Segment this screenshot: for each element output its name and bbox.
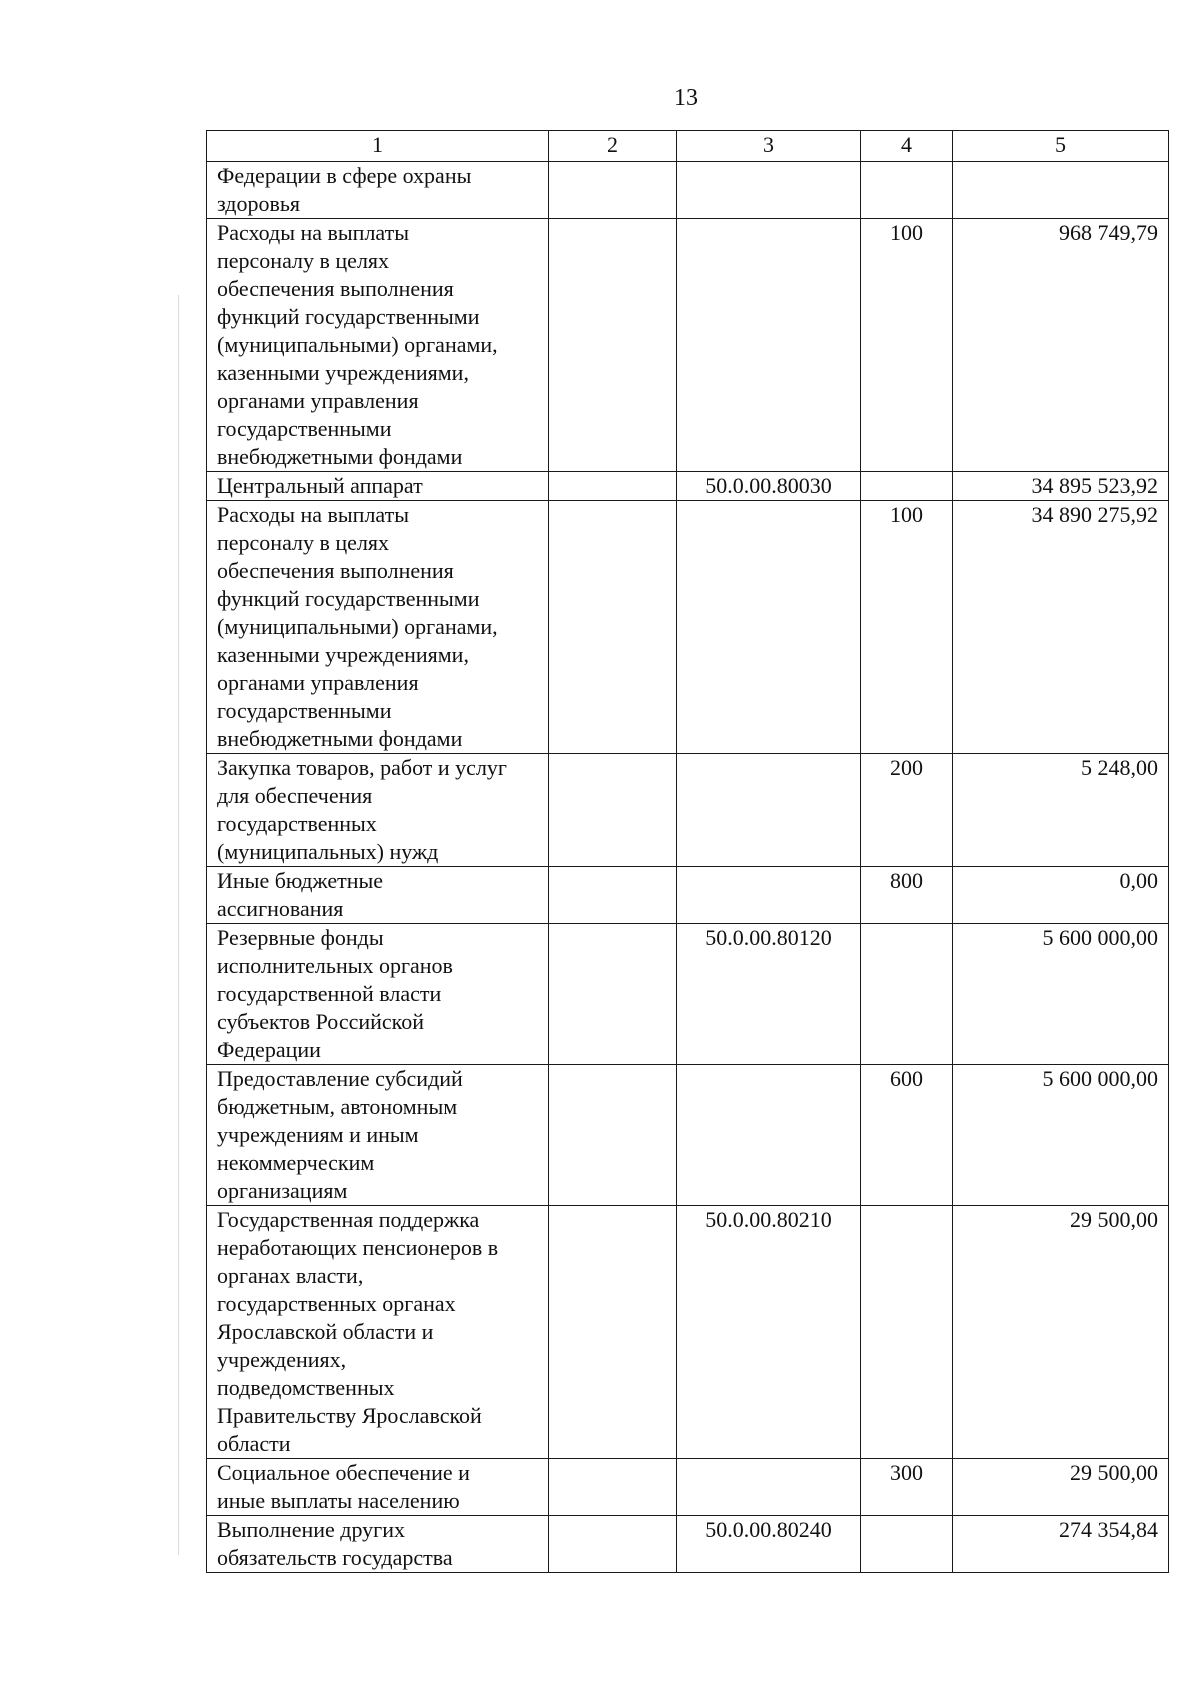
expense-name-cell: Резервные фонды исполнительных органов государственной власти субъектов Российской Федерации xyxy=(207,924,549,1065)
expense-type-cell: 300 xyxy=(861,1459,953,1516)
column-header-2: 2 xyxy=(549,131,677,162)
target-code-cell xyxy=(677,219,861,472)
target-code-cell xyxy=(677,867,861,924)
amount-cell: 34 890 275,92 xyxy=(953,501,1169,754)
column-2-cell xyxy=(549,1516,677,1573)
target-code-cell: 50.0.00.80120 xyxy=(677,924,861,1065)
amount-cell: 29 500,00 xyxy=(953,1459,1169,1516)
amount-cell: 968 749,79 xyxy=(953,219,1169,472)
table-row xyxy=(207,472,1169,501)
expense-name-cell: Иные бюджетные ассигнования xyxy=(207,867,549,924)
column-header-1: 1 xyxy=(207,131,549,162)
expense-name-cell: Центральный аппарат xyxy=(207,472,549,501)
expense-type-cell: 800 xyxy=(861,867,953,924)
table-row xyxy=(207,1459,1169,1516)
column-2-cell xyxy=(549,867,677,924)
column-2-cell xyxy=(549,1206,677,1459)
table-row xyxy=(207,219,1169,472)
expense-name-cell: Федерации в сфере охраны здоровья xyxy=(207,162,549,219)
table-header-row xyxy=(207,131,1169,162)
expense-name-cell: Закупка товаров, работ и услуг для обеспечения государственных (муниципальных) нужд xyxy=(207,754,549,867)
column-2-cell xyxy=(549,472,677,501)
target-code-cell xyxy=(677,162,861,219)
expense-type-cell xyxy=(861,1516,953,1573)
column-header-3: 3 xyxy=(677,131,861,162)
table-row xyxy=(207,924,1169,1065)
column-2-cell xyxy=(549,162,677,219)
table-row xyxy=(207,1516,1169,1573)
target-code-cell xyxy=(677,754,861,867)
amount-cell xyxy=(953,162,1169,219)
table-row xyxy=(207,754,1169,867)
expense-name-cell: Расходы на выплаты персоналу в целях обеспечения выполнения функций государственными (муниципальными) органами, казенными учреждениями, органами управления государственными внебюджетными фондами xyxy=(207,501,549,754)
target-code-cell xyxy=(677,1459,861,1516)
expense-name-cell: Предоставление субсидий бюджетным, автономным учреждениям и иным некоммерческим организациям xyxy=(207,1065,549,1206)
table-row xyxy=(207,867,1169,924)
target-code-cell: 50.0.00.80240 xyxy=(677,1516,861,1573)
expense-type-cell xyxy=(861,924,953,1065)
scan-margin-line xyxy=(178,295,179,1555)
column-2-cell xyxy=(549,219,677,472)
column-2-cell xyxy=(549,924,677,1065)
target-code-cell: 50.0.00.80210 xyxy=(677,1206,861,1459)
expense-type-cell: 200 xyxy=(861,754,953,867)
column-2-cell xyxy=(549,501,677,754)
amount-cell: 29 500,00 xyxy=(953,1206,1169,1459)
column-2-cell xyxy=(549,754,677,867)
amount-cell: 34 895 523,92 xyxy=(953,472,1169,501)
table-row xyxy=(207,1065,1169,1206)
table-row xyxy=(207,501,1169,754)
target-code-cell xyxy=(677,501,861,754)
table-body xyxy=(207,162,1169,1573)
expense-type-cell: 100 xyxy=(861,219,953,472)
expense-name-cell: Выполнение других обязательств государства xyxy=(207,1516,549,1573)
expense-type-cell: 600 xyxy=(861,1065,953,1206)
expense-name-cell: Расходы на выплаты персоналу в целях обеспечения выполнения функций государственными (муниципальными) органами, казенными учреждениями, органами управления государственными внебюджетными фондами xyxy=(207,219,549,472)
target-code-cell: 50.0.00.80030 xyxy=(677,472,861,501)
budget-table xyxy=(206,130,1169,1573)
expense-name-cell: Государственная поддержка неработающих пенсионеров в органах власти, государственных органах Ярославской области и учреждениях, подведомственных Правительству Ярославской области xyxy=(207,1206,549,1459)
amount-cell: 5 600 000,00 xyxy=(953,1065,1169,1206)
target-code-cell xyxy=(677,1065,861,1206)
table-row xyxy=(207,162,1169,219)
column-2-cell xyxy=(549,1065,677,1206)
expense-type-cell: 100 xyxy=(861,501,953,754)
column-header-4: 4 xyxy=(861,131,953,162)
amount-cell: 274 354,84 xyxy=(953,1516,1169,1573)
expense-type-cell xyxy=(861,162,953,219)
expense-type-cell xyxy=(861,1206,953,1459)
expense-name-cell: Социальное обеспечение и иные выплаты населению xyxy=(207,1459,549,1516)
expense-type-cell xyxy=(861,472,953,501)
amount-cell: 5 600 000,00 xyxy=(953,924,1169,1065)
column-header-5: 5 xyxy=(953,131,1169,162)
amount-cell: 0,00 xyxy=(953,867,1169,924)
column-2-cell xyxy=(549,1459,677,1516)
amount-cell: 5 248,00 xyxy=(953,754,1169,867)
page-number: 13 xyxy=(674,85,698,111)
table-row xyxy=(207,1206,1169,1459)
